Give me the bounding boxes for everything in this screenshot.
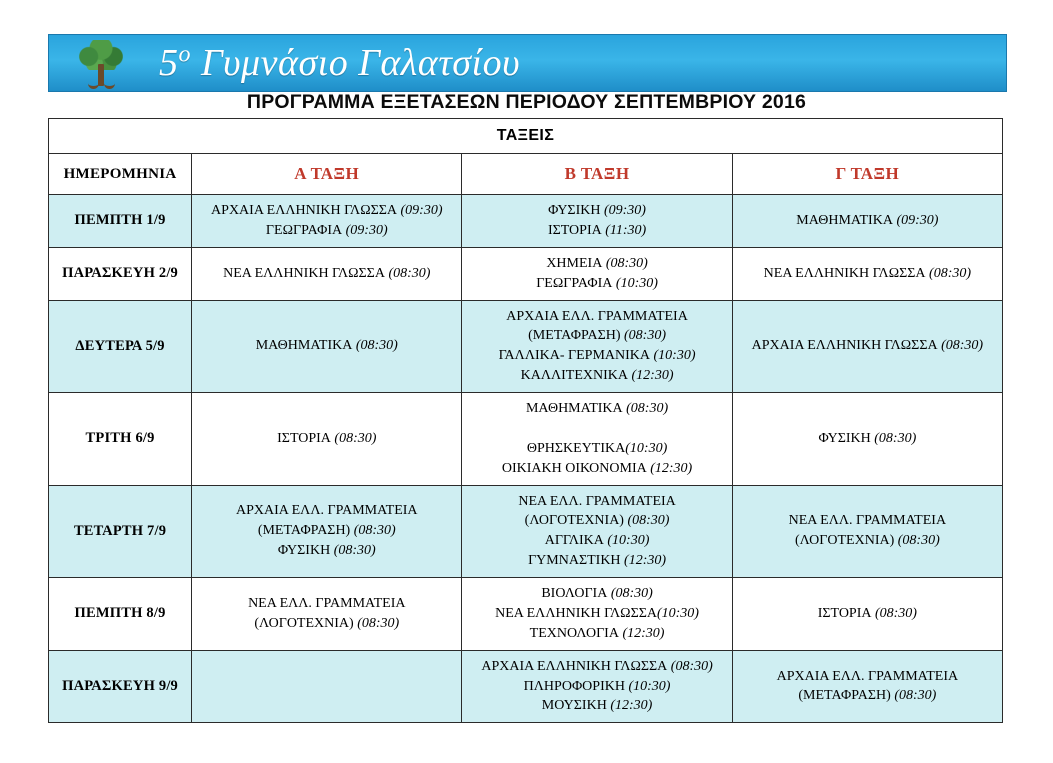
exam-subject: ΘΡΗΣΚΕΥΤΙΚΑ: [526, 440, 626, 456]
exam-entry: [739, 264, 996, 284]
exam-time: (10:30): [625, 440, 668, 456]
exam-subject: ΙΣΤΟΡΙΑ: [547, 222, 602, 238]
olive-tree-icon: [71, 38, 133, 88]
table-row: [49, 485, 1003, 578]
exam-subject: ΦΥΣΙΚΗ: [818, 430, 871, 446]
exam-time: (08:30): [620, 328, 667, 344]
school-banner: [48, 34, 1007, 92]
exam-entry: [468, 511, 725, 531]
cell-exams-class-3: [732, 485, 1002, 578]
exam-time: (10:30): [624, 678, 671, 694]
exam-entry: [739, 429, 996, 449]
exam-subject: ΑΡΧΑΙΑ ΕΛΛΗΝΙΚΗ ΓΛΩΣΣΑ: [211, 203, 398, 218]
exam-entry: [198, 521, 455, 541]
cell-exams-class-2: [462, 300, 732, 393]
exam-time: (08:30): [602, 255, 648, 271]
exam-time: (09:30): [397, 203, 443, 218]
school-name-text: Γυμνάσιο Γαλατσίου: [201, 42, 521, 84]
cell-date: ΤΡΙΤΗ 6/9: [49, 393, 192, 486]
table-row: [49, 393, 1003, 486]
exam-subject: ΓΥΜΝΑΣΤΙΚΗ: [528, 553, 621, 569]
exam-time: (12:30): [606, 698, 653, 714]
exam-time: (08:30): [894, 533, 940, 549]
table-row: [49, 195, 1003, 248]
exam-entry: [739, 686, 996, 706]
exam-time: (09:30): [892, 212, 939, 228]
cell-exams-class-3: [732, 578, 1002, 651]
exam-entry: [468, 624, 725, 644]
exam-subject: ΜΑΘΗΜΑΤΙΚΑ: [796, 212, 893, 228]
exam-subject: ΦΥΣΙΚΗ: [548, 203, 601, 218]
exam-entry: [468, 657, 725, 677]
exam-entry: [198, 221, 455, 241]
exam-entry: [198, 336, 455, 356]
exam-entry: ΑΡΧΑΙΑ ΕΛΛ. ΓΡΑΜΜΑΤΕΙΑ: [236, 503, 418, 519]
exam-entry: [468, 274, 725, 294]
exam-entry: [468, 221, 725, 241]
exam-entry: [739, 336, 996, 356]
exam-time: (09:30): [600, 203, 646, 218]
exam-subject: ΓΕΩΓΡΑΦΙΑ: [265, 222, 343, 238]
exam-entry: [468, 326, 725, 346]
exam-entry: [198, 541, 455, 561]
exam-time: (10:30): [603, 533, 650, 549]
exam-time: (10:30): [656, 605, 699, 621]
group-header-classes: ΤΑΞΕΙΣ: [49, 119, 1003, 154]
exam-subject: (ΛΟΓΟΤΕΧΝΙΑ): [524, 513, 624, 529]
exam-entry: [468, 439, 725, 459]
cell-date: ΠΕΜΠΤΗ 8/9: [49, 578, 192, 651]
school-name-ordinal: ο: [178, 41, 191, 68]
exam-entry: [198, 429, 455, 449]
cell-exams-class-1: [192, 300, 462, 393]
cell-exams-class-3: [732, 247, 1002, 300]
cell-exams-class-2: [462, 485, 732, 578]
exam-entry: ΝΕΑ ΕΛΛ. ΓΡΑΜΜΑΤΕΙΑ: [788, 513, 947, 529]
exam-time: (10:30): [650, 348, 696, 364]
exam-time: (08:30): [330, 430, 377, 446]
exam-subject: ΜΑΘΗΜΑΤΙΚΑ: [525, 401, 623, 416]
exam-entry: ΝΕΑ ΕΛΛ. ΓΡΑΜΜΑΤΕΙΑ: [248, 595, 406, 611]
exam-entry: [468, 551, 725, 571]
cell-exams-class-1: [192, 195, 462, 248]
exam-subject: ΙΣΤΟΡΙΑ: [817, 605, 872, 621]
exam-entry: [468, 201, 725, 221]
exam-time: (08:30): [607, 586, 653, 601]
exam-time: (10:30): [612, 275, 658, 291]
exam-subject: ΙΣΤΟΡΙΑ: [277, 430, 331, 446]
cell-date: ΠΑΡΑΣΚΕΥΗ 2/9: [49, 247, 192, 300]
table-row: [49, 300, 1003, 393]
cell-exams-class-3: [732, 393, 1002, 486]
exam-entry: [198, 201, 455, 221]
exam-time: (08:30): [937, 338, 984, 354]
exam-subject: ΝΕΑ ΕΛΛΗΝΙΚΗ ΓΛΩΣΣΑ: [223, 265, 385, 281]
exam-time: (08:30): [622, 401, 669, 416]
exam-subject: ΓΑΛΛΙΚΑ- ΓΕΡΜΑΝΙΚΑ: [498, 348, 650, 364]
school-name: [159, 41, 520, 85]
exam-time: (09:30): [342, 222, 388, 238]
exam-entry: [468, 584, 725, 604]
cell-exams-class-2: [462, 578, 732, 651]
exam-time: (12:30): [618, 625, 665, 641]
exam-subject: ΜΑΘΗΜΑΤΙΚΑ: [255, 338, 353, 354]
cell-date: ΔΕΥΤΕΡΑ 5/9: [49, 300, 192, 393]
column-header-class-2: Β ΤΑΞΗ: [462, 154, 732, 195]
exam-time: (08:30): [925, 265, 972, 281]
exam-entry: [468, 346, 725, 366]
cell-exams-class-1: [192, 393, 462, 486]
cell-exams-class-2: [462, 195, 732, 248]
cell-date: ΠΑΡΑΣΚΕΥΗ 9/9: [49, 650, 192, 723]
exam-subject: ΠΛΗΡΟΦΟΡΙΚΗ: [523, 678, 625, 694]
exam-subject: (ΜΕΤΑΦΡΑΣΗ): [528, 328, 621, 344]
exam-entry: [468, 419, 725, 439]
exam-subject: ΜΟΥΣΙΚΗ: [541, 698, 607, 714]
table-header-row: [49, 154, 1003, 195]
exam-entry: [468, 696, 725, 716]
exam-subject: ΦΥΣΙΚΗ: [277, 543, 331, 559]
table-row: [49, 247, 1003, 300]
exam-time: (08:30): [353, 615, 400, 631]
exam-entry: [468, 366, 725, 386]
exam-time: (08:30): [330, 543, 376, 559]
exam-time: (08:30): [623, 513, 670, 529]
page-title: ΠΡΟΓΡΑΜΜΑ ΕΞΕΤΑΣΕΩΝ ΠΕΡΙΟΔΟΥ ΣΕΠΤΕΜΒΡΙΟΥ 2016: [246, 91, 807, 113]
exam-schedule-table-wrapper: [48, 118, 1003, 723]
exam-entry: [198, 614, 455, 634]
exam-time: (11:30): [601, 222, 647, 238]
exam-time: (08:30): [870, 430, 917, 446]
cell-exams-class-2: [462, 247, 732, 300]
table-group-header-row: [49, 119, 1003, 154]
exam-entry: [739, 211, 996, 231]
exam-entry: [468, 459, 725, 479]
exam-time: (08:30): [890, 688, 937, 704]
table-body: [49, 119, 1003, 723]
exam-time: (12:30): [628, 368, 674, 384]
column-header-class-3: Γ ΤΑΞΗ: [732, 154, 1002, 195]
exam-time: (08:30): [384, 265, 431, 281]
exam-subject: ΚΑΛΛΙΤΕΧΝΙΚΑ: [520, 368, 629, 384]
exam-subject: (ΛΟΓΟΤΕΧΝΙΑ): [254, 615, 354, 631]
column-header-date: ΗΜΕΡΟΜΗΝΙΑ: [49, 154, 192, 195]
cell-exams-class-1: [192, 485, 462, 578]
exam-time: (12:30): [646, 460, 693, 476]
cell-exams-class-2: [462, 393, 732, 486]
exam-subject: ΟΙΚΙΑΚΗ ΟΙΚΟΝΟΜΙΑ: [501, 460, 647, 476]
cell-date: ΠΕΜΠΤΗ 1/9: [49, 195, 192, 248]
exam-subject: ΝΕΑ ΕΛΛΗΝΙΚΗ ΓΛΩΣΣΑ: [763, 265, 926, 281]
cell-exams-class-1: [192, 578, 462, 651]
exam-entry: [468, 399, 725, 419]
exam-entry: [739, 604, 996, 624]
cell-exams-class-3: [732, 300, 1002, 393]
exam-time: (12:30): [620, 553, 667, 569]
exam-subject: ΑΡΧΑΙΑ ΕΛΛΗΝΙΚΗ ΓΛΩΣΣΑ: [481, 658, 668, 674]
exam-subject: ΓΕΩΓΡΑΦΙΑ: [536, 275, 613, 291]
table-row: [49, 650, 1003, 723]
cell-date: ΤΕΤΑΡΤΗ 7/9: [49, 485, 192, 578]
cell-exams-class-1: [192, 247, 462, 300]
exam-subject: (ΜΕΤΑΦΡΑΣΗ): [798, 688, 891, 704]
exam-entry: ΑΡΧΑΙΑ ΕΛΛ. ΓΡΑΜΜΑΤΕΙΑ: [506, 308, 688, 324]
exam-time: (08:30): [667, 658, 713, 674]
exam-entry: ΝΕΑ ΕΛΛ. ΓΡΑΜΜΑΤΕΙΑ: [518, 493, 676, 509]
exam-schedule-table: [48, 118, 1003, 723]
cell-exams-class-2: [462, 650, 732, 723]
exam-entry: [198, 677, 455, 697]
school-name-number: 5: [159, 42, 179, 84]
exam-entry: [468, 531, 725, 551]
cell-exams-class-3: [732, 195, 1002, 248]
exam-subject: ΝΕΑ ΕΛΛΗΝΙΚΗ ΓΛΩΣΣΑ: [495, 605, 657, 621]
exam-time: (08:30): [350, 523, 396, 539]
exam-subject: ΑΓΓΛΙΚΑ: [544, 533, 604, 549]
exam-subject: ΤΕΧΝΟΛΟΓΙΑ: [529, 625, 619, 641]
exam-entry: [198, 264, 455, 284]
exam-subject: (ΜΕΤΑΦΡΑΣΗ): [257, 523, 351, 539]
exam-entry: [468, 604, 725, 624]
exam-entry: [739, 531, 996, 551]
exam-subject: (ΛΟΓΟΤΕΧΝΙΑ): [794, 533, 895, 549]
table-row: [49, 578, 1003, 651]
cell-exams-class-1: [192, 650, 462, 723]
exam-entry: [468, 254, 725, 274]
column-header-class-1: Α ΤΑΞΗ: [192, 154, 462, 195]
exam-time: (08:30): [352, 338, 398, 354]
exam-subject: ΒΙΟΛΟΓΙΑ: [541, 586, 608, 601]
exam-entry: ΑΡΧΑΙΑ ΕΛΛ. ΓΡΑΜΜΑΤΕΙΑ: [776, 668, 959, 684]
exam-time: (08:30): [871, 605, 917, 621]
exam-subject: ΧΗΜΕΙΑ: [546, 255, 603, 271]
exam-entry: [468, 677, 725, 697]
cell-exams-class-3: [732, 650, 1002, 723]
exam-subject: ΑΡΧΑΙΑ ΕΛΛΗΝΙΚΗ ΓΛΩΣΣΑ: [751, 338, 938, 354]
